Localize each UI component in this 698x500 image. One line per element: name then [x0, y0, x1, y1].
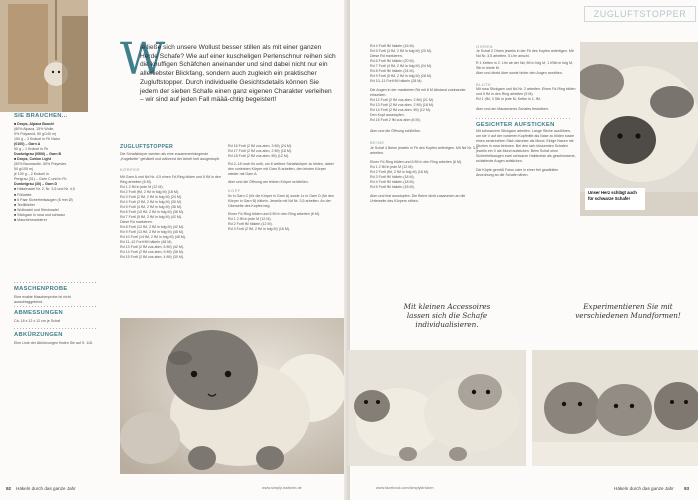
instruction-para: Abm und die Öffnung am letzten Körper schließen. — [228, 180, 309, 184]
instruction-para: Je Schaf 2 Ohren jeweils in der Fb des Kopfes anfertigen. Mit Nd Nr. 3,5 arbeiten. 5 Lfm anschl. — [476, 49, 574, 58]
sheep-illustration — [348, 350, 526, 466]
subheading-flower: BLÜTE — [476, 82, 492, 87]
round-line: Rd 3 Fortl (2 fM, 2 fM in folg M) (24 M). — [120, 195, 183, 199]
round-line: Rd 12 Fortl (2 fM zus abm, 2 fM) (21 M). — [370, 98, 435, 102]
materials-line: ■ Stickgarn in rosa und schwarz — [14, 213, 66, 217]
round-line: Den Kopf ausstopfen. — [370, 113, 405, 117]
round-line: Rd 10 Fortl (14 fM, 2 fM in folg M) (48 M). — [120, 235, 187, 239]
round-line: Rd 6 Fortl fM häkeln (20 M). — [370, 59, 415, 63]
sheep-photo-bottom-middle — [348, 350, 526, 466]
caption-accessories: Mit kleinen Accessoires lassen sich die Schafe individualisieren. — [403, 302, 491, 329]
section-banner: ZUGLUFTSTOPPER — [584, 6, 696, 22]
subheading-head: KOPF — [228, 188, 241, 193]
caption-mouths: Experimentieren Sie mit verschiedenen Mundformen! — [575, 302, 681, 320]
materials-line: (50% Baumwolle, 50% Polyester, — [14, 162, 67, 166]
materials-line: 50 g – 1 Knäuel in Fb — [14, 147, 49, 151]
round-line: Rd 4 Fortl (3 fM, 2 fM in folg M) (30 M). — [120, 200, 183, 204]
round-line: Rd 7 Fortl (5 fM, 2 fM in folg M) (42 M). — [120, 215, 183, 219]
materials-line: 50 g/105 m) — [14, 167, 34, 171]
round-line: Rd 3 Fortl fM häkeln (18 M). — [370, 175, 415, 179]
round-line: Rd 5 Fortl (4 fM, 2 fM in folg M) (36 M). — [120, 205, 183, 209]
instruction-para: Die Köpfe gemäß Fotos oder in einer frei gewählten Anordnung an die Schafe nähen. — [476, 168, 559, 177]
right-footer-page: 93 — [684, 486, 690, 491]
sheep-photo-bottom-right — [532, 350, 698, 466]
materials-line: Dunkelgrau (30) – Garn D — [14, 182, 58, 186]
sample-text: Eine exakte Maschenprobe ist nicht ausschlaggebend. — [14, 295, 71, 304]
materials-line: ■ Drops, Alpaca Bouclé — [14, 122, 55, 126]
round-line: Rd 5 Fortl fM häkeln (18 M). — [370, 185, 415, 189]
materials-line: Perlgrau (31) – Garn C und in Fb — [14, 177, 67, 181]
round-line: Rd 9 Fortl (5 fM, 2 fM in folg M) (28 M). — [370, 74, 433, 78]
round-line: Diese Rd markieren. — [120, 220, 153, 224]
instruction-para: Je Schaf 4 Beine jeweils in Fb des Kopfes anfertigen. Mit Nd Nr. 3,5 arbeiten. — [370, 146, 478, 155]
materials-line: 150 g – 3 Knäuel in Fb Natur — [14, 137, 60, 141]
materials-line: Dunkelgrau (0506) – Garn B — [14, 152, 62, 156]
materials-line: (80% Alpaca, 15% Wolle, — [14, 127, 55, 131]
round-line: Rd 15 Fortl 2 fM zus abm (6 M). — [370, 118, 421, 122]
round-line: Rd 1 2 fM in jede M (12 M). — [370, 165, 414, 169]
round-line: Rd 9 Fortl (13 fM, 2 fM in folg M) (45 M). — [120, 230, 185, 234]
right-footer-url: www.facebook.com/simplystricken — [376, 486, 434, 490]
divider — [14, 328, 98, 329]
abbr-heading: ABKÜRZUNGEN — [14, 332, 63, 338]
size-text: Ca. 18 x 12 x 12 cm je Schaf — [14, 319, 60, 323]
round-line: Rd 7 Fortl (4 fM, 2 fM in folg M) (24 M). — [370, 64, 433, 68]
instruction-para: Abm und direkt über sowie hinter den Augen annähen. — [476, 71, 563, 75]
round-line: Rd 16 Fortl (2 fM zus abm, 3 fM) (24 M). — [228, 144, 293, 148]
instruction-para: Mit rosa Stickgarn und Nd Nr. 2 arbeiten. Einen Fd-Ring bilden und 5 fM in den Ring arbeiten (5 M). — [476, 87, 576, 96]
round-line: Rd 10–11 Fortl fM häkeln (28 M). — [370, 79, 423, 83]
top-left-photo — [0, 0, 88, 112]
materials-list — [14, 122, 100, 223]
subheading-legs: BEINE — [370, 140, 385, 145]
size-heading: ABMESSUNGEN — [14, 310, 64, 316]
left-footer-title: Häkeln durch das ganze Jahr — [16, 486, 76, 491]
round-line: Rd 14 Fortl (2 fM zus abm, fM) (12 M). — [370, 108, 432, 112]
materials-line: ■ Wollnadel und Stecknadel — [14, 208, 59, 212]
intro-text: ie ließe sich unsere Wollust besser stillen als mit einer ganzen Herde Schafe? Wie auf einer kuscheligen Perlenschnur reihen sich die knuffigen Schäfchen aneinander und sind dabei nicht nur ein allerliebster Blickfang, sondern auch zugleich ein praktischer Zugluftstopper. Durch individuelle Gesichtsdetails können Sie jedem der sieben Schafe einen ganz eigenen Charakter verleihen – wir sind auf jeden Fall määä-chtig begeistert! — [140, 44, 336, 104]
round-line: Rd 5 Fortl (3 fM, 2 fM in folg M) (20 M). — [370, 49, 433, 53]
materials-line: je 100 g – 2 Knäuel in — [14, 172, 49, 176]
round-line: Rd 2 Fortl (fM, 2 fM in folg M) (18 M). — [370, 170, 430, 174]
round-line: Rd 6 Fortl (10 fM, 2 fM in folg M) (36 M). — [120, 210, 185, 214]
round-line: Rd 13 Fortl (2 fM zus abm, 2 fM) (18 M). — [370, 103, 435, 107]
pattern-lead: Die Schafskörper werden als eine zusammenhängende „Kugelkette" gehäkelt und während der Arbeit fortl ausgestopft. — [120, 152, 220, 161]
instruction-para: R 1 Ketten in 2. Lfm ab der Nd, fM in folg M, 1 hStb in folg M, Stb in letzte M. — [476, 61, 574, 70]
round-line: Rd 13 Fortl (2 fM zus abm, 6 fM) (42 M). — [120, 245, 185, 249]
left-footer-page: 92 — [6, 486, 12, 491]
round-line: Rd 2 Fortl (fM, 2 fM in folg M) (18 M). — [120, 190, 180, 194]
round-line: Rd 3 Fortl (2 fM, 2 fM in folg M) (16 M). — [228, 227, 291, 231]
instruction-para: 5x in Garn C (für die Körper in Garn A) sowie 1x in Garn D (für den Körper in Garn B) häkeln. Jeweils mit Nd Nr. 3,5 arbeiten. An der Oberseite des Kopfes beg. — [228, 194, 335, 208]
subheading-ears: OHREN — [476, 44, 493, 49]
materials-line: ■ Drops, Cotton Light — [14, 157, 51, 161]
materials-line: ■ Häkelnadel Nr. 2, Nr. 3,5 und Nr. 4,5 — [14, 187, 75, 191]
instruction-para: Mit schwarzem Stickgarn arbeiten. Lange Stiche ausführen, um sie V auf der vorderen Kopfmitte als Nase zu bilden sowie einen senkrechten Stich darunter als Mund. Einige Nasen mit Stichen in rosa betonen. Bei den sich küssenden Schafen jeweils ein X als Mund aufsticken. Beim Schaf ohne Sicherheitsaugen zwei schwarze Halbkreise als geschlossene, schlafende Augen aufsticken. — [476, 129, 576, 163]
round-line: Rd 17 Fortl (2 fM zus abm, 2 fM) (18 M). — [228, 149, 293, 153]
right-footer-title: Häkeln durch das ganze Jahr — [614, 486, 674, 491]
round-line: Diese Rd markieren. — [370, 54, 403, 58]
heart-callout: Unser Herz schlägt auch für schwarze Schafe! — [585, 188, 645, 210]
materials-line: ■ 6 Paar Sicherheitsaugen (6 mm Ø) — [14, 198, 73, 202]
round-line: Rd 14 Fortl (2 fM zus abm, 5 fM) (36 M). — [120, 250, 185, 254]
round-line: Rd 2 Fortl fM häkeln (12 M). — [228, 222, 273, 226]
round-line: Rd 11–12 Fortl fM häkeln (48 M). — [120, 240, 173, 244]
ears-faces-column — [476, 44, 576, 178]
sheep-illustration — [120, 318, 344, 474]
materials-line: 5% Polyamid, 50 g/140 m) — [14, 132, 57, 136]
instruction-para: Einen Fd-Ring bilden und 6 fM in den Ring arbeiten (6 M). — [228, 212, 321, 216]
head-rounds — [370, 44, 480, 204]
round-line: Rd 1 2 fM in jede M (12 M). — [120, 185, 164, 189]
round-line: Rd 8 Fortl fM häkeln (24 M). — [370, 69, 415, 73]
faces-heading: GESICHTER AUFSTICKEN — [476, 122, 555, 128]
instruction-para: Rd 2–18 noch 6x wdh, um 6 weitere Schafskörper zu bilden, dabei den vorletzten Körper mit Garn B arbeiten, den letzten Körper wieder mit Garn A. — [228, 162, 334, 176]
subheading-body: KÖRPER — [120, 167, 140, 172]
round-line: Rd 18 Fortl (2 fM zus abm, fM) (12 M). — [228, 154, 290, 158]
sheep-photo-large — [120, 318, 344, 474]
intro-dropcap: W — [120, 34, 166, 85]
materials-line: ■ Füllwatte — [14, 193, 32, 197]
instruction-para: Die Augen in der markierten Rd mit 8 M Abstand zueinander einsetzen. — [370, 88, 466, 97]
instruction-para: Einen Fd-Ring bilden und 6 fM in den Ring arbeiten (6 M). — [370, 160, 463, 164]
round-line: Rd 1 2 fM in jede M (12 M). — [228, 217, 272, 221]
ornament-illustration — [0, 0, 88, 112]
materials-line: ■ Maschenmarkierer — [14, 218, 47, 222]
left-page — [0, 0, 348, 500]
body-rounds — [120, 175, 224, 260]
body-rounds-cont — [228, 144, 336, 232]
instruction-para: Abm und am Mauseranes Schafes festnähen. — [476, 107, 549, 111]
instruction-para: Abm und fest ausstopfen. Die Beine dicht zusammen an die Unterseite des Körpers nähen. — [370, 194, 466, 203]
divider — [14, 282, 98, 283]
round-line: Rd 4 Fortl fM häkeln (18 M). — [370, 180, 415, 184]
divider — [14, 306, 98, 307]
round-line: Rd 4 Fortl fM häkeln (16 M). — [370, 44, 415, 48]
abbr-text: Eine Liste der Abkürzungen finden Sie auf S. 115. — [14, 341, 94, 345]
instruction-para: Rd 1 (fM, 3 Stb in jede M, Kettm in 1. fM. — [476, 97, 541, 101]
materials-heading: SIE BRAUCHEN... — [14, 113, 68, 119]
materials-line: (0100) – Garn A — [14, 142, 41, 146]
materials-line: ■ Textilkleber — [14, 203, 36, 207]
instruction-para: Abm und die Öffnung schließen. — [370, 129, 422, 133]
pattern-heading: ZUGLUFTSTOPPER — [120, 144, 174, 150]
round-line: Rd 15 Fortl (2 fM zus abm, 4 fM) (30 M). — [120, 255, 185, 259]
round-line: Rd 8 Fortl (12 fM, 2 fM in folg M) (42 M). — [120, 225, 185, 229]
round-line: Mit Garn A und Nd Nr. 4,5 einen Fd-Ring bilden und 6 fM in den Ring arbeiten (6 M). — [120, 175, 221, 184]
left-footer-url: www.simply-haekeln.de — [262, 486, 302, 490]
sheep-illustration — [532, 350, 698, 466]
sample-heading: MASCHENPROBE — [14, 286, 68, 292]
divider — [476, 118, 572, 119]
